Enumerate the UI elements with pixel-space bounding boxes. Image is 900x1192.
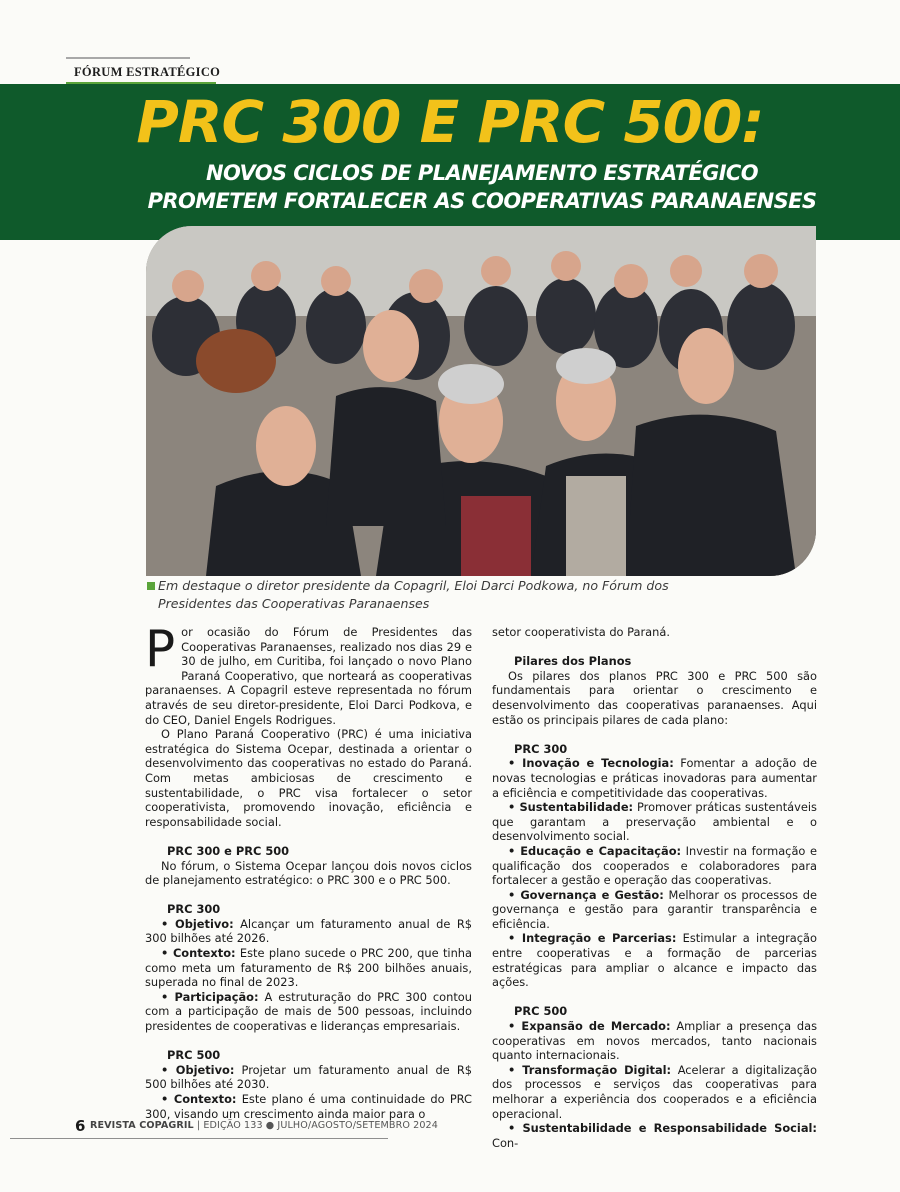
subheading: PRC 500 <box>514 1004 568 1019</box>
top-rule <box>66 57 190 59</box>
headline: PRC 300 E PRC 500: <box>136 88 764 156</box>
bullet-item <box>492 931 817 989</box>
footer-credit <box>90 1120 438 1131</box>
subheading: PRC 500 <box>167 1048 221 1063</box>
bullet-item <box>492 888 817 932</box>
subheading: PRC 300 <box>514 741 568 756</box>
bullet-item <box>492 756 817 800</box>
paragraph: No fórum, o Sistema Ocepar lançou dois novos ciclos de planejamento estratégico: o PRC 300 e o PRC 500. <box>145 858 472 888</box>
bullet-label: • Educação e Capacitação: <box>508 843 682 858</box>
bullet-label: • Transformação Digital: <box>508 1062 672 1077</box>
bullet-item <box>145 917 472 946</box>
bullet-text: Estimular a integração entre cooperativas e a formação de parcerias estratégicas para ampliar o alcance e impacto das ações. <box>492 931 817 990</box>
paragraph: Os pilares dos planos PRC 300 e PRC 500 são fundamentais para orientar o crescimento e desenvolvimento das cooperativas paranaenses. Aqui estão os principais pilares de cada plano: <box>492 668 817 727</box>
page-number: 6 <box>75 1117 86 1135</box>
footer-rule <box>10 1138 388 1139</box>
bullet-text: Este plano é uma continuidade do PRC 300, visando um crescimento ainda maior para o <box>145 1092 472 1121</box>
caption-line-1: Em destaque o diretor presidente da Copagril, Eloi Darci Podkowa, no Fórum dos <box>158 578 669 593</box>
bullet-label: • Governança e Gestão: <box>508 887 664 902</box>
bullet-text: Investir na formação e qualificação dos cooperados e colaboradores para fortalecer a gestão e operação das cooperativas. <box>492 843 817 888</box>
bullet-item <box>145 1092 472 1121</box>
bullet-label: • Objetivo: <box>161 916 234 931</box>
bullet-label: • Contexto: <box>161 1092 237 1106</box>
paragraph: O Plano Paraná Cooperativo (PRC) é uma iniciativa estratégica do Sistema Ocepar, destinada a orientar o desenvolvimento das cooperativas no estado do Paraná. Com metas ambiciosas de crescimento e sustentabilidade, o PRC visa fortalecer o setor cooperativista, promovendo inovação, eficiência e responsabilidade social. <box>145 727 472 829</box>
bullet-text: Alcançar um faturamento anual de R$ 300 bilhões até 2026. <box>145 916 472 946</box>
bullet-label: • Integração e Parcerias: <box>508 931 677 946</box>
bullet-text: Con- <box>492 1135 519 1150</box>
bullet-label: • Sustentabilidade e Responsabilidade Social: <box>508 1121 817 1136</box>
bullet-text: Promover práticas sustentáveis que garantam a preservação ambiental e o desenvolvimento social. <box>492 800 817 844</box>
photo-caption <box>158 577 758 613</box>
caption-line-2: Presidentes das Cooperativas Paranaenses <box>158 596 430 611</box>
bullet-label: • Objetivo: <box>161 1062 235 1077</box>
bullet-label: • Expansão de Mercado: <box>508 1019 671 1034</box>
bullet-label: • Participação: <box>161 989 259 1004</box>
subheadline-line-1: NOVOS CICLOS DE PLANEJAMENTO ESTRATÉGICO <box>205 161 758 185</box>
bullet-item <box>145 990 472 1034</box>
paragraph: setor cooperativista do Paraná. <box>492 625 670 639</box>
subheading: PRC 300 <box>167 902 221 917</box>
bullet-text: Projetar um faturamento anual de R$ 500 bilhões até 2030. <box>145 1062 472 1092</box>
bullet-label: • Sustentabilidade: <box>508 800 634 815</box>
bullet-item <box>492 1019 817 1063</box>
intro-paragraph <box>145 620 472 727</box>
bullet-item <box>492 1121 817 1150</box>
bullet-item <box>145 1063 472 1092</box>
edition-info: | EDIÇÃO 133 ● JULHO/AGOSTO/SETEMBRO 2024 <box>196 1120 438 1131</box>
section-label: FÓRUM ESTRATÉGICO <box>74 65 221 79</box>
bullet-text: Melhorar os processos de governança e gestão para garantir transparência e eficiência. <box>492 887 817 931</box>
bullet-item <box>492 800 817 844</box>
bullet-item <box>145 946 472 990</box>
intro-text: or ocasião do Fórum de Presidentes das Cooperativas Paranaenses, realizado nos dias 29 e 30 de julho, em Curitiba, foi lançado o novo Plano Paraná Cooperativo, que nortear​á as cooperativas paranaenses. A Copagril esteve representada no fórum através de seu diretor-presidente, Eloi Darci Podkova, e do CEO, Daniel Engels Rodrigues. <box>145 625 472 727</box>
subheading: PRC 300 e PRC 500 <box>167 843 290 858</box>
bullet-text: A estruturação do PRC 300 contou com a participação de mais de 500 pessoas, incluindo presidentes de cooperativas e lideranças empresariais. <box>145 989 472 1034</box>
subheadline-line-2: PROMETEM FORTALECER AS COOPERATIVAS PARANAENSES <box>147 189 817 213</box>
article-column-left <box>145 620 472 1121</box>
bullet-label: • Contexto: <box>161 946 236 961</box>
bullet-item <box>492 844 817 888</box>
bullet-text: Fomentar a adoção de novas tecnologias e práticas inovadoras para aumentar a eficiência e competitividade das cooperativas. <box>492 756 817 800</box>
dropcap: P <box>145 620 176 678</box>
bullet-text: Ampliar a presença das cooperativas em novos mercados, tanto nacionais quanto internacionais. <box>492 1019 817 1063</box>
caption-marker <box>147 582 155 590</box>
bullet-text: Acelerar a digitalização dos processos e serviços das cooperativas para melhorar a experiência dos cooperados e a eficiência operacional. <box>492 1062 817 1121</box>
bullet-item <box>492 1063 817 1121</box>
bullet-label: • Inovação e Tecnologia: <box>508 756 674 771</box>
subheading: Pilares dos Planos <box>514 654 632 669</box>
article-column-right <box>492 625 817 1150</box>
audience-photo <box>146 226 816 576</box>
bullet-text: Este plano sucede o PRC 200, que tinha como meta um faturamento de R$ 200 bilhões anuais, superada no final de 2023. <box>145 946 472 990</box>
magazine-name: REVISTA COPAGRIL <box>90 1120 194 1131</box>
